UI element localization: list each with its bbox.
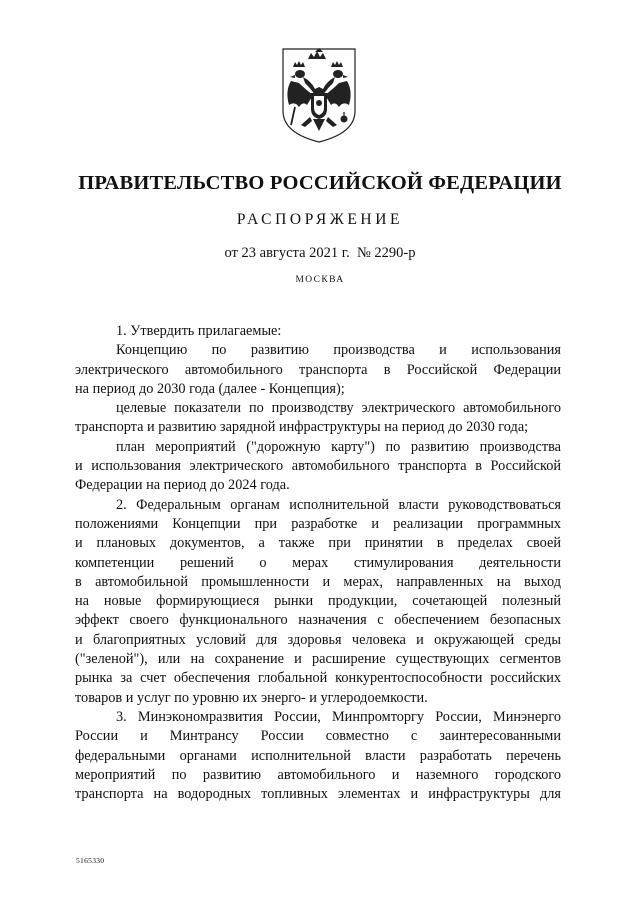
city: МОСКВА (295, 275, 345, 285)
paragraph-5-line: товаров и услуг по уровню их энерго- и углеродоемкости. (75, 689, 428, 706)
paragraph-5-line: рынка за счет обеспечения глобальной конкурентоспособности российских (75, 670, 561, 687)
paragraph-1: 1. Утвердить прилагаемые: (116, 323, 282, 339)
paragraph-5-line: и благоприятных условий для здоровья человека и окружающей среды (75, 631, 561, 648)
paragraph-4-line: и использования электрического автомобильного транспорта в Российской (75, 458, 561, 475)
paragraph-3-line: транспорта и развитию зарядной инфраструктуры на период до 2030 года; (75, 419, 529, 436)
document-code: 5165330 (76, 856, 105, 865)
paragraph-5-line: и плановых документов, а также при принятии в пределах своей (75, 535, 561, 552)
document-date: от 23 августа 2021 г. (224, 245, 350, 261)
paragraph-3-line: целевые показатели по производству электрического автомобильного (116, 400, 561, 417)
russian-coat-of-arms-icon (277, 45, 361, 145)
paragraph-5-line: ("зеленой"), или на сохранение и расширение существующих сегментов (75, 651, 561, 668)
paragraph-2-line: Концепцию по развитию производства и использования (116, 342, 561, 359)
document-type: РАСПОРЯЖЕНИЕ (236, 211, 404, 228)
paragraph-4-line: Федерации на период до 2024 года. (75, 477, 290, 494)
paragraph-5-line: 2. Федеральным органам исполнительной власти руководствоваться (116, 496, 561, 513)
date-line (0, 245, 640, 262)
paragraph-6-line: федеральными органами исполнительной власти разработать перечень (75, 747, 561, 764)
paragraph-5-line: на новые формирующиеся рынки продукции, сочетающей полезный (75, 593, 561, 610)
paragraph-6-line: мероприятий по развитию автомобильного и наземного городского (75, 766, 561, 783)
paragraph-2-line: на период до 2030 года (далее - Концепция); (75, 380, 345, 397)
paragraph-6-line: 3. Минэкономразвития России, Минпромторгу России, Минэнерго (116, 708, 561, 725)
document-body (75, 322, 561, 804)
document-number: № 2290-р (356, 245, 416, 261)
paragraph-5-line: эффект своего функционального назначения с обеспечением безопасных (75, 612, 561, 629)
paragraph-6-line: России и Минтрансу России совместно с заинтересованными (75, 728, 561, 745)
paragraph-5-line: в автомобильной промышленности и мерах, направленных на выход (75, 573, 561, 590)
government-title: ПРАВИТЕЛЬСТВО РОССИЙСКОЙ ФЕДЕРАЦИИ (78, 172, 562, 194)
paragraph-2-line: электрического автомобильного транспорта в Российской Федерации (75, 361, 561, 378)
paragraph-6-line: транспорта на водородных топливных элементах и инфраструктуры для (75, 786, 561, 803)
paragraph-5-line: положениями Концепции при разработке и реализации программных (75, 515, 561, 532)
paragraph-5-line: компетенции решений о мерах стимулирования деятельности (75, 554, 561, 571)
paragraph-4-line: план мероприятий ("дорожную карту") по развитию производства (116, 438, 561, 455)
